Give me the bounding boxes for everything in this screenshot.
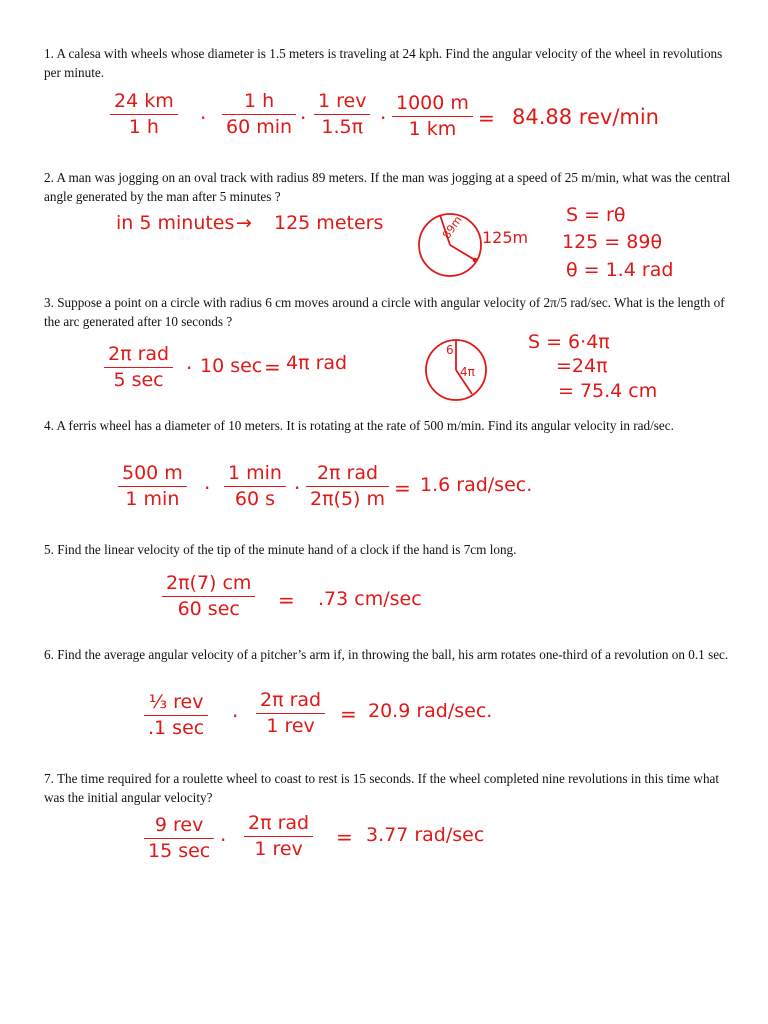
p3-work-line-3: = 75.4 cm [558, 380, 658, 402]
p6-f2-denominator: 1 rev [266, 715, 315, 737]
p2-point [473, 258, 478, 263]
p4-f2-denominator: 60 s [234, 488, 276, 510]
p5-f1-numerator: 2π(7) cm [166, 572, 252, 594]
p3-f1-numerator: 2π rad [108, 343, 170, 365]
arrow-icon: → [236, 212, 252, 234]
p7-answer: 3.77 rad/sec [366, 824, 485, 846]
p2-note-right: 125 meters [274, 212, 384, 234]
equals-sign: = [478, 106, 495, 130]
p4-fraction-1 [118, 464, 187, 509]
p1-f4-denominator: 1 km [408, 118, 457, 140]
p1-fraction-3 [314, 92, 370, 137]
p7-f1-numerator: 9 rev [154, 814, 204, 836]
p4-f3-denominator: 2π(5) m [310, 488, 385, 510]
p6-f1-denominator: .1 sec [148, 717, 205, 739]
problem-6-text: 6. Find the average angular velocity of a pitcher’s arm if, in throwing the ball, his arm rotates one-third of a revolution on 0.1 sec. [44, 647, 729, 662]
problem-7-text: 7. The time required for a roulette wheel to coast to rest is 15 seconds. If the wheel completed nine revolutions in this time what was the initial angular velocity? [44, 771, 720, 805]
p2-circle-diagram [410, 205, 490, 285]
p1-answer: 84.88 rev/min [512, 105, 659, 129]
p6-fraction-1 [144, 693, 208, 738]
p1-f1-numerator: 24 km [114, 90, 174, 112]
p1-f1-denominator: 1 h [128, 116, 159, 138]
p3-result: 4π rad [286, 352, 348, 374]
p3-angle-label: 4π [460, 365, 475, 379]
p4-f1-denominator: 1 min [125, 488, 180, 510]
p2-work-line-1: S = rθ [566, 204, 626, 226]
p2-note-left: in 5 minutes [116, 212, 235, 234]
p7-fraction-1 [144, 816, 214, 861]
p4-answer: 1.6 rad/sec. [420, 474, 533, 496]
p1-f3-denominator: 1.5π [321, 116, 364, 138]
problem-1-text: 1. A calesa with wheels whose diameter is 1.5 meters is traveling at 24 kph. Find the angular velocity of the wheel in revolutions per minute. [44, 46, 723, 80]
problem-4-text: 4. A ferris wheel has a diameter of 10 meters. It is rotating at the rate of 500 m/min. Find its angular velocity in rad/sec. [44, 418, 674, 433]
p1-f2-denominator: 60 min [226, 116, 293, 138]
equals-sign: = [340, 702, 357, 726]
p4-fraction-3 [306, 464, 389, 509]
p2-work-line-2: 125 = 89θ [562, 231, 663, 253]
p1-f4-numerator: 1000 m [396, 92, 469, 114]
multiply-dot: · [186, 356, 193, 380]
p6-answer: 20.9 rad/sec. [368, 700, 493, 722]
p5-f1-denominator: 60 sec [177, 598, 240, 620]
multiply-dot: · [204, 476, 211, 500]
equals-sign: = [394, 476, 411, 500]
p1-fraction-2 [222, 92, 296, 137]
p7-f2-numerator: 2π rad [248, 812, 310, 834]
p7-f1-denominator: 15 sec [148, 840, 211, 862]
p2-work-line-3: θ = 1.4 rad [566, 259, 674, 281]
p6-f1-numerator: ⅓ rev [148, 691, 204, 713]
p3-radius-label: 6 [446, 343, 454, 357]
multiply-dot: · [380, 106, 387, 130]
p3-work-line-2: =24π [556, 355, 608, 377]
p4-fraction-2 [224, 464, 286, 509]
p1-fraction-4 [392, 94, 473, 139]
p4-f2-numerator: 1 min [228, 462, 282, 484]
p1-f3-numerator: 1 rev [318, 90, 367, 112]
p4-f3-numerator: 2π rad [316, 462, 379, 484]
multiply-dot: · [220, 828, 227, 852]
equals-sign: = [336, 825, 353, 849]
p2-radius-line-2 [450, 245, 475, 260]
multiply-dot: · [232, 704, 239, 728]
p3-multiplier: 10 sec [200, 355, 263, 377]
p6-f2-numerator: 2π rad [260, 689, 322, 711]
p5-fraction-1 [162, 574, 255, 619]
p4-f1-numerator: 500 m [122, 462, 183, 484]
p3-work-line-1: S = 6·4π [528, 331, 610, 353]
problem-5-text: 5. Find the linear velocity of the tip of the minute hand of a clock if the hand is 7cm long. [44, 542, 517, 557]
multiply-dot: · [200, 106, 207, 130]
p5-answer: .73 cm/sec [318, 588, 422, 610]
p3-fraction-1 [104, 345, 173, 390]
p2-arc-label: 125m [482, 228, 529, 247]
p7-fraction-2 [244, 814, 313, 859]
multiply-dot: · [300, 106, 307, 130]
problem-2-text: 2. A man was jogging on an oval track with radius 89 meters. If the man was jogging at a speed of 25 m/min, what was the central angle generated by the man after 5 minutes ? [44, 170, 731, 204]
p1-fraction-1 [110, 92, 178, 137]
equals-sign: = [278, 588, 295, 612]
equals-sign: = [264, 355, 281, 379]
p2-radius-label: 89m [439, 213, 465, 242]
p6-fraction-2 [256, 691, 325, 736]
multiply-dot: · [294, 476, 301, 500]
p1-f2-numerator: 1 h [243, 90, 275, 112]
p3-f1-denominator: 5 sec [113, 369, 164, 391]
problem-3-text: 3. Suppose a point on a circle with radius 6 cm moves around a circle with angular velocity of 2π/5 rad/sec. What is the length of the arc generated after 10 seconds ? [44, 295, 725, 329]
p7-f2-denominator: 1 rev [254, 838, 303, 860]
